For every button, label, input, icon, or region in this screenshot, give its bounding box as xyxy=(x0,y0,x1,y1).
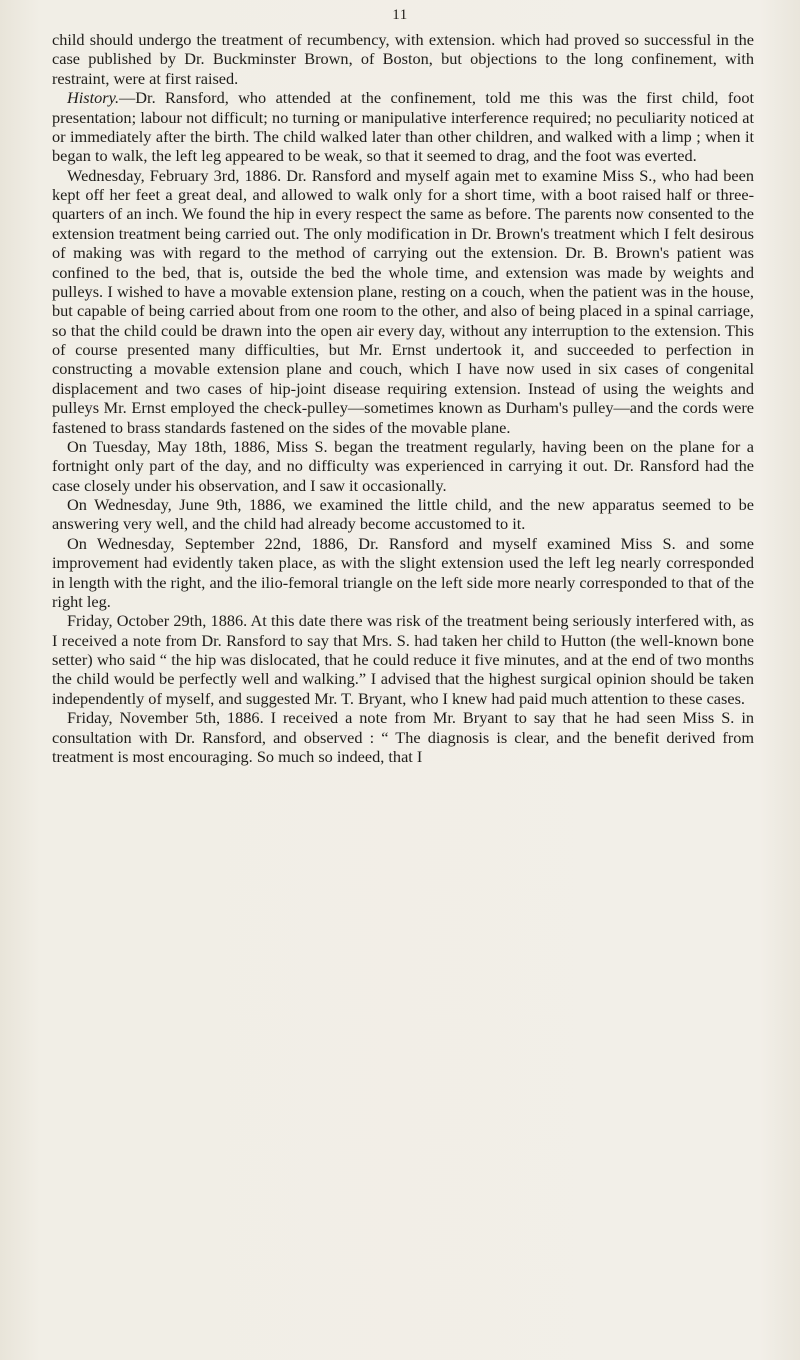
paragraph-text: child should undergo the treatment of recumbency, with extension. which had proved so successful in the case published by Dr. Buckminster Brown, of Boston, but objections to the long confinement, with restraint, were at first raised. xyxy=(52,30,754,88)
paragraph-june xyxy=(52,495,754,534)
paragraph-text: On Wednesday, June 9th, 1886, we examined the little child, and the new apparatus seemed to be answering very well, and the child had already become accustomed to it. xyxy=(52,495,754,534)
paragraph-text: On Tuesday, May 18th, 1886, Miss S. began the treatment regularly, having been on the plane for a fortnight only part of the day, and no difficulty was experienced in carrying it out. Dr. Ransford had the case closely under his observation, and I saw it occasionally. xyxy=(52,436,754,495)
paragraph-may xyxy=(52,437,754,495)
paragraph-text: Friday, October 29th, 1886. At this date there was risk of the treatment being seriously interfered with, as I received a note from Dr. Ransford to say that Mrs. S. had taken her child to Hutton (the well-known bone setter) who said “ the hip was dislocated, that he could reduce it five minutes, and at the end of two months the child would be perfectly well and walking.” I advised that the highest surgical opinion should be taken independently of myself, and suggested Mr. T. Bryant, who I knew had paid much attention to these cases. xyxy=(52,611,754,708)
paragraph-history xyxy=(52,88,754,166)
paragraph-continuation xyxy=(52,30,754,88)
paragraph-text: Friday, November 5th, 1886. I received a note from Mr. Bryant to say that he had seen Miss S. in consultation with Dr. Ransford, and observed : “ The diagnosis is clear, and the benefit derived from treatment is most encouraging. So much so indeed, that I xyxy=(52,708,754,766)
paragraph-text: —Dr. Ransford, who attended at the confinement, told me this was the first child, foot presentation; labour not difficult; no turning or manipulative interference required; no peculiarity noticed at or immediately after the birth. The child walked later than other children, and walked with a limp ; when it began to walk, the left leg appeared to be weak, so that it seemed to drag, and the foot was everted. xyxy=(52,88,754,166)
paragraph-september xyxy=(52,534,754,612)
body-text xyxy=(52,30,754,766)
paragraph-november xyxy=(52,708,754,766)
paragraph-text: On Wednesday, September 22nd, 1886, Dr. Ransford and myself examined Miss S. and some improvement had evidently taken place, as with the slight extension used the left leg nearly corresponded in length with the right, and the ilio-femoral triangle on the left side more nearly corresponded to that of the right leg. xyxy=(52,533,754,611)
paragraph-text: Wednesday, February 3rd, 1886. Dr. Ransford and myself again met to examine Miss S., who had been kept off her feet a great deal, and allowed to walk only for a short time, with a boot raised half or three-quarters of an inch. We found the hip in every respect the same as before. The parents now consented to the extension treatment being carried out. The only modification in Dr. Brown's treatment which I felt desirous of making was with regard to the method of carrying out the extension. Dr. B. Brown's patient was confined to the bed, that is, outside the bed the whole time, and extension was made by weights and pulleys. I wished to have a movable extension plane, resting on a couch, when the patient was in the house, but capable of being carried about from one room to the other, and also of being placed in a spinal carriage, so that the child could be drawn into the open air every day, without any interruption to the extension. This of course presented many difficulties, but Mr. Ernst undertook it, and succeeded to perfection in constructing a movable extension plane and couch, which I have now used in six cases of congenital displacement and two cases of hip-joint disease requiring extension. Instead of using the weights and pulleys Mr. Ernst employed the check-pulley—sometimes known as Durham's pulley—and the cords were fastened to brass standards fastened on the sides of the movable plane. xyxy=(52,165,754,437)
paragraph-february xyxy=(52,166,754,437)
paragraph-lead-history: History. xyxy=(67,88,120,108)
paragraph-october xyxy=(52,611,754,708)
page-number: 11 xyxy=(392,7,408,23)
